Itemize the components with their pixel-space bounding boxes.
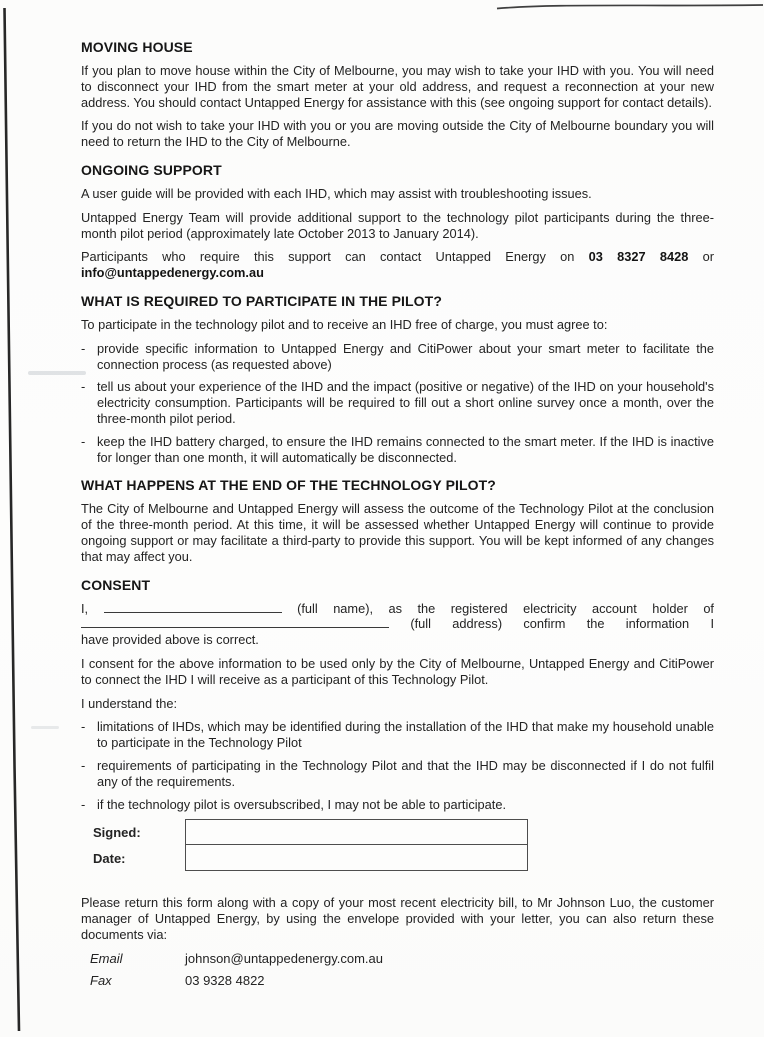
email-contact-row xyxy=(81,951,714,967)
bullet-item xyxy=(81,379,714,426)
signature-block xyxy=(93,819,714,871)
contact-support-text: Participants who require this support can contact Untapped Energy on xyxy=(81,249,589,265)
consent-line2-suffix: (full address) confirm the information I xyxy=(410,616,714,632)
dash-bullet-icon: - xyxy=(81,719,86,735)
bullet-text: limitations of IHDs, which may be identified during the installation of the IHD that make my household unable to participate in the Technology Pilot xyxy=(97,719,714,751)
consent-line1-prefix: I, xyxy=(81,600,89,616)
ongoing-support-paragraph-3 xyxy=(81,249,714,281)
heading-consent: CONSENT xyxy=(81,576,151,593)
required-bullet-list xyxy=(81,341,714,466)
scan-smudge-artifact xyxy=(31,726,59,729)
support-email-address: info@untappedenergy.com.au xyxy=(81,265,264,281)
support-phone-number: 03 8327 8428 xyxy=(588,249,689,265)
contact-support-or: or xyxy=(688,249,715,265)
date-row xyxy=(93,845,714,871)
bullet-text: requirements of participating in the Technology Pilot and that the IHD may be disconnected if I do not fulfil any of the requirements. xyxy=(97,757,714,789)
dash-bullet-icon: - xyxy=(81,340,86,356)
signed-box[interactable] xyxy=(185,819,528,845)
email-label: Email xyxy=(90,950,123,966)
dash-bullet-icon: - xyxy=(81,379,86,395)
dash-bullet-icon: - xyxy=(81,796,86,812)
return-instructions-paragraph: Please return this form along with a copy of your most recent electricity bill, to Mr Johnson Luo, the customer manager of Untapped Energy, by using the envelope provided with your letter, you can also return these documents via: xyxy=(81,895,714,942)
required-intro-paragraph: To participate in the technology pilot and to receive an IHD free of charge, you must agree to: xyxy=(81,316,608,332)
date-box[interactable] xyxy=(185,845,528,871)
dash-bullet-icon: - xyxy=(81,433,86,449)
bullet-text: provide specific information to Untapped Energy and CitiPower about your smart meter to facilitate the connection process (as requested above) xyxy=(97,340,714,372)
scan-smudge-artifact xyxy=(28,371,86,375)
consent-line1-suffix: (full name), as the registered electricity account holder of xyxy=(297,600,714,616)
consent-paragraph-3: I understand the: xyxy=(81,695,178,711)
end-of-pilot-paragraph: The City of Melbourne and Untapped Energy will assess the outcome of the Technology Pilot at the conclusion of the three-month period. At this time, it will be assessed whether Untapped Energy will continue to provide ongoing support or may facilitate a third-party to provide this support. You will be kept informed of any changes that may affect you. xyxy=(81,501,714,564)
consent-line-2 xyxy=(81,616,714,632)
consent-line-3: have provided above is correct. xyxy=(81,632,259,648)
scan-top-edge-line-artifact xyxy=(497,5,763,9)
scan-left-edge-line-artifact xyxy=(5,8,20,1031)
bullet-item xyxy=(81,797,714,813)
form-body xyxy=(81,40,714,995)
full-name-blank[interactable] xyxy=(104,601,282,613)
full-address-blank[interactable] xyxy=(81,616,389,628)
heading-ongoing-support: ONGOING SUPPORT xyxy=(81,161,222,178)
signed-row xyxy=(93,819,714,845)
bullet-item xyxy=(81,434,714,466)
bullet-text: keep the IHD battery charged, to ensure the IHD remains connected to the smart meter. If the IHD is inactive for longer than one month, it will automatically be disconnected. xyxy=(97,433,714,465)
bullet-item xyxy=(81,758,714,790)
fax-label: Fax xyxy=(90,972,112,988)
dash-bullet-icon: - xyxy=(81,757,86,773)
bullet-text: if the technology pilot is oversubscribed, I may not be able to participate. xyxy=(97,796,507,812)
heading-end-of-pilot: WHAT HAPPENS AT THE END OF THE TECHNOLOGY PILOT? xyxy=(81,477,496,494)
fax-value: 03 9328 4822 xyxy=(185,972,265,988)
signed-label: Signed: xyxy=(93,824,141,840)
bullet-item xyxy=(81,341,714,373)
moving-house-paragraph-2: If you do not wish to take your IHD with you or you are moving outside the City of Melbourne boundary you will need to return the IHD to the City of Melbourne. xyxy=(81,118,714,150)
fax-contact-row xyxy=(81,973,714,989)
consent-paragraph-2: I consent for the above information to be used only by the City of Melbourne, Untapped Energy and CitiPower to connect the IHD I will receive as a participant of this Technology Pilot. xyxy=(81,655,714,687)
heading-what-is-required: WHAT IS REQUIRED TO PARTICIPATE IN THE PILOT? xyxy=(81,292,442,309)
moving-house-paragraph-1: If you plan to move house within the City of Melbourne, you may wish to take your IHD with you. You will need to disconnect your IHD from the smart meter at your old address, and request a reconnection at your new address. You should contact Untapped Energy for assistance with this (see ongoing support for contact details). xyxy=(81,63,714,110)
bullet-text: tell us about your experience of the IHD and the impact (positive or negative) of the IHD on your household's electricity consumption. Participants will be required to fill out a short online survey once a month, over the three-month pilot period. xyxy=(97,379,714,426)
heading-moving-house: MOVING HOUSE xyxy=(81,39,193,55)
date-label: Date: xyxy=(93,850,126,866)
bullet-item xyxy=(81,719,714,751)
ongoing-support-paragraph-1: A user guide will be provided with each IHD, which may assist with troubleshooting issues. xyxy=(81,185,592,201)
ongoing-support-paragraph-2: Untapped Energy Team will provide additional support to the technology pilot participants during the three-month pilot period (approximately late October 2013 to January 2014). xyxy=(81,209,714,241)
consent-bullet-list xyxy=(81,719,714,812)
email-value: johnson@untappedenergy.com.au xyxy=(185,950,383,966)
consent-line-1 xyxy=(81,601,714,617)
